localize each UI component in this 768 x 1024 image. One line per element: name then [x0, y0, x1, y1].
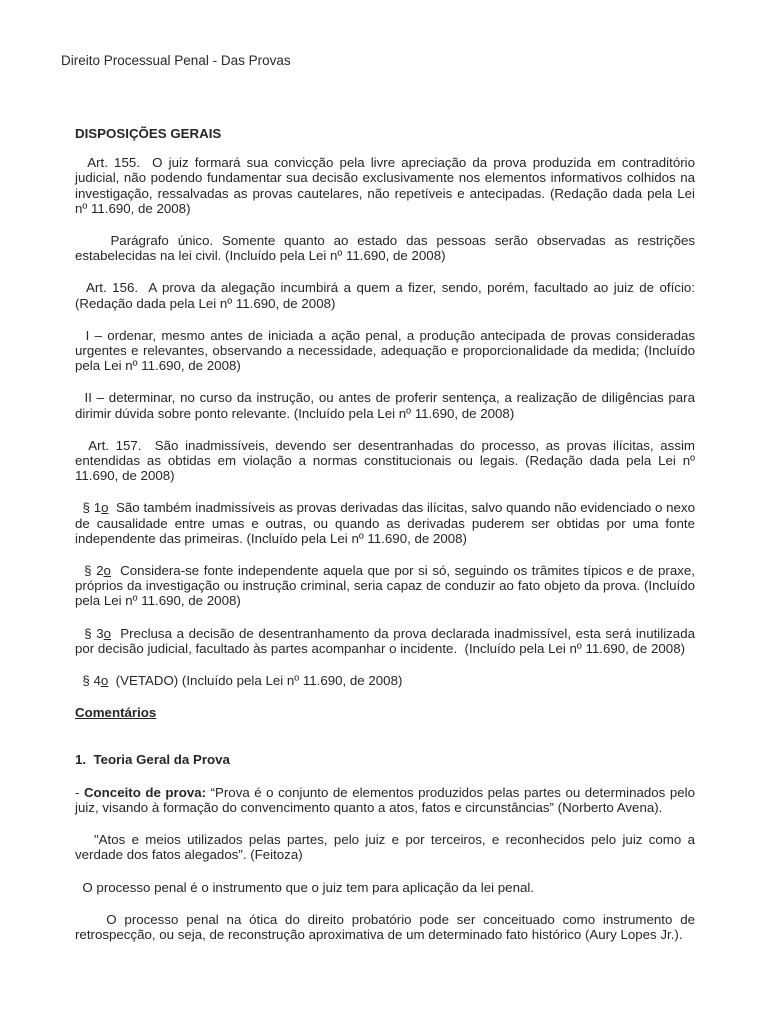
paragraph-par-1	[75, 500, 699, 546]
par-1-ordinal: o	[101, 500, 109, 516]
paragraph-par-3	[75, 625, 699, 656]
paragraph-art157: Art. 157. São inadmissíveis, devendo ser desentranhadas do processo, as provas ilícitas, assim entendidas as obtidas em violação a normas constitucionais ou legais. (Redação dada pela Lei nº 11.690, de 2008)	[75, 437, 699, 484]
paragraph-art156: Art. 156. A prova da alegação incumbirá a quem a fizer, sendo, porém, facultado ao juiz de ofício: (Redação dada pela Lei nº 11.690, de 2008)	[75, 280, 703, 311]
conceito-label: Conceito de prova:	[83, 784, 207, 800]
par-2-prefix: § 2	[75, 563, 104, 579]
section-heading-comentarios: Comentários	[75, 705, 157, 721]
par-3-text: Preclusa a decisão de desentranhamento da prova declarada inadmissível, esta será inutilizada por decisão judicial, facultado às partes acompanhar o incidente. (Incluído pela Lei nº 11.690, de 2008)	[75, 625, 699, 656]
conceito-text: “Prova é o conjunto de elementos produzidos pelas partes ou determinados pelo juiz, visando à formação do convencimento quanto a atos, fatos e circunstâncias” (Norberto Avena).	[75, 784, 699, 815]
paragraph-atos: "Atos e meios utilizados pelas partes, pelo juiz e por terceiros, e reconhecidos pelo juiz como a verdade dos fatos alegados”. (Feitoza)	[75, 832, 699, 863]
document-header: Direito Processual Penal - Das Provas	[61, 53, 291, 68]
conceito-dash: -	[75, 784, 84, 800]
par-4-text: (VETADO) (Incluído pela Lei nº 11.690, de 2008)	[108, 673, 403, 689]
par-3-prefix: § 3	[75, 625, 104, 641]
paragraph-par-2	[75, 563, 699, 609]
par-3-ordinal: o	[103, 625, 112, 641]
par-2-text: Considera-se fonte independente aquela que por si só, seguindo os trâmites típicos e de praxe, próprios da investigação ou instrução criminal, seria capaz de conduzir ao fato objeto da prova. (Incluído pela Lei nº 11.690, de 2008)	[75, 563, 699, 609]
paragraph-conceito	[75, 784, 699, 815]
section-heading-teoria: 1. Teoria Geral da Prova	[75, 752, 230, 768]
paragraph-processo-1: O processo penal é o instrumento que o juiz tem para aplicação da lei penal.	[75, 879, 535, 895]
paragraph-inciso-2: II – determinar, no curso da instrução, ou antes de proferir sentença, a realização de diligências para dirimir dúvida sobre ponto relevante. (Incluído pela Lei nº 11.690, de 2008)	[75, 390, 699, 421]
section-heading-disposicoes: DISPOSIÇÕES GERAIS	[75, 126, 222, 141]
par-2-ordinal: o	[103, 563, 111, 579]
par-4-ordinal: o	[100, 673, 109, 689]
paragraph-processo-2: O processo penal na ótica do direito probatório pode ser conceituado como instrumento de retrospecção, ou seja, de reconstrução aproximativa de um determinado fato histórico (Aury Lopes Jr.).	[75, 911, 699, 942]
paragraph-art155: Art. 155. O juiz formará sua convicção pela livre apreciação da prova produzida em contraditório judicial, não podendo fundamentar sua decisão exclusivamente nos elementos informativos colhidos na investigação, ressalvadas as provas cautelares, não repetíveis e antecipadas. (Redação dada pela Lei nº 11.690, de 2008)	[75, 155, 699, 216]
paragraph-inciso-1: I – ordenar, mesmo antes de iniciada a ação penal, a produção antecipada de provas consideradas urgentes e relevantes, observando a necessidade, adequação e proporcionalidade da medida; (Incluído pela Lei nº 11.690, de 2008)	[75, 327, 699, 374]
par-1-prefix: § 1	[75, 500, 102, 516]
paragraph-par-4	[75, 673, 695, 688]
document-body	[75, 126, 703, 942]
paragraph-par-unico: Parágrafo único. Somente quanto ao estado das pessoas serão observadas as restrições estabelecidas na lei civil. (Incluído pela Lei nº 11.690, de 2008)	[75, 233, 699, 264]
par-4-prefix: § 4	[75, 673, 101, 689]
par-1-text: São também inadmissíveis as provas derivadas das ilícitas, salvo quando não evidenciado o nexo de causalidade entre umas e outras, ou quando as derivadas puderem ser obtidas por uma fonte independente das primeiras. (Incluído pela Lei nº 11.690, de 2008)	[75, 500, 699, 546]
